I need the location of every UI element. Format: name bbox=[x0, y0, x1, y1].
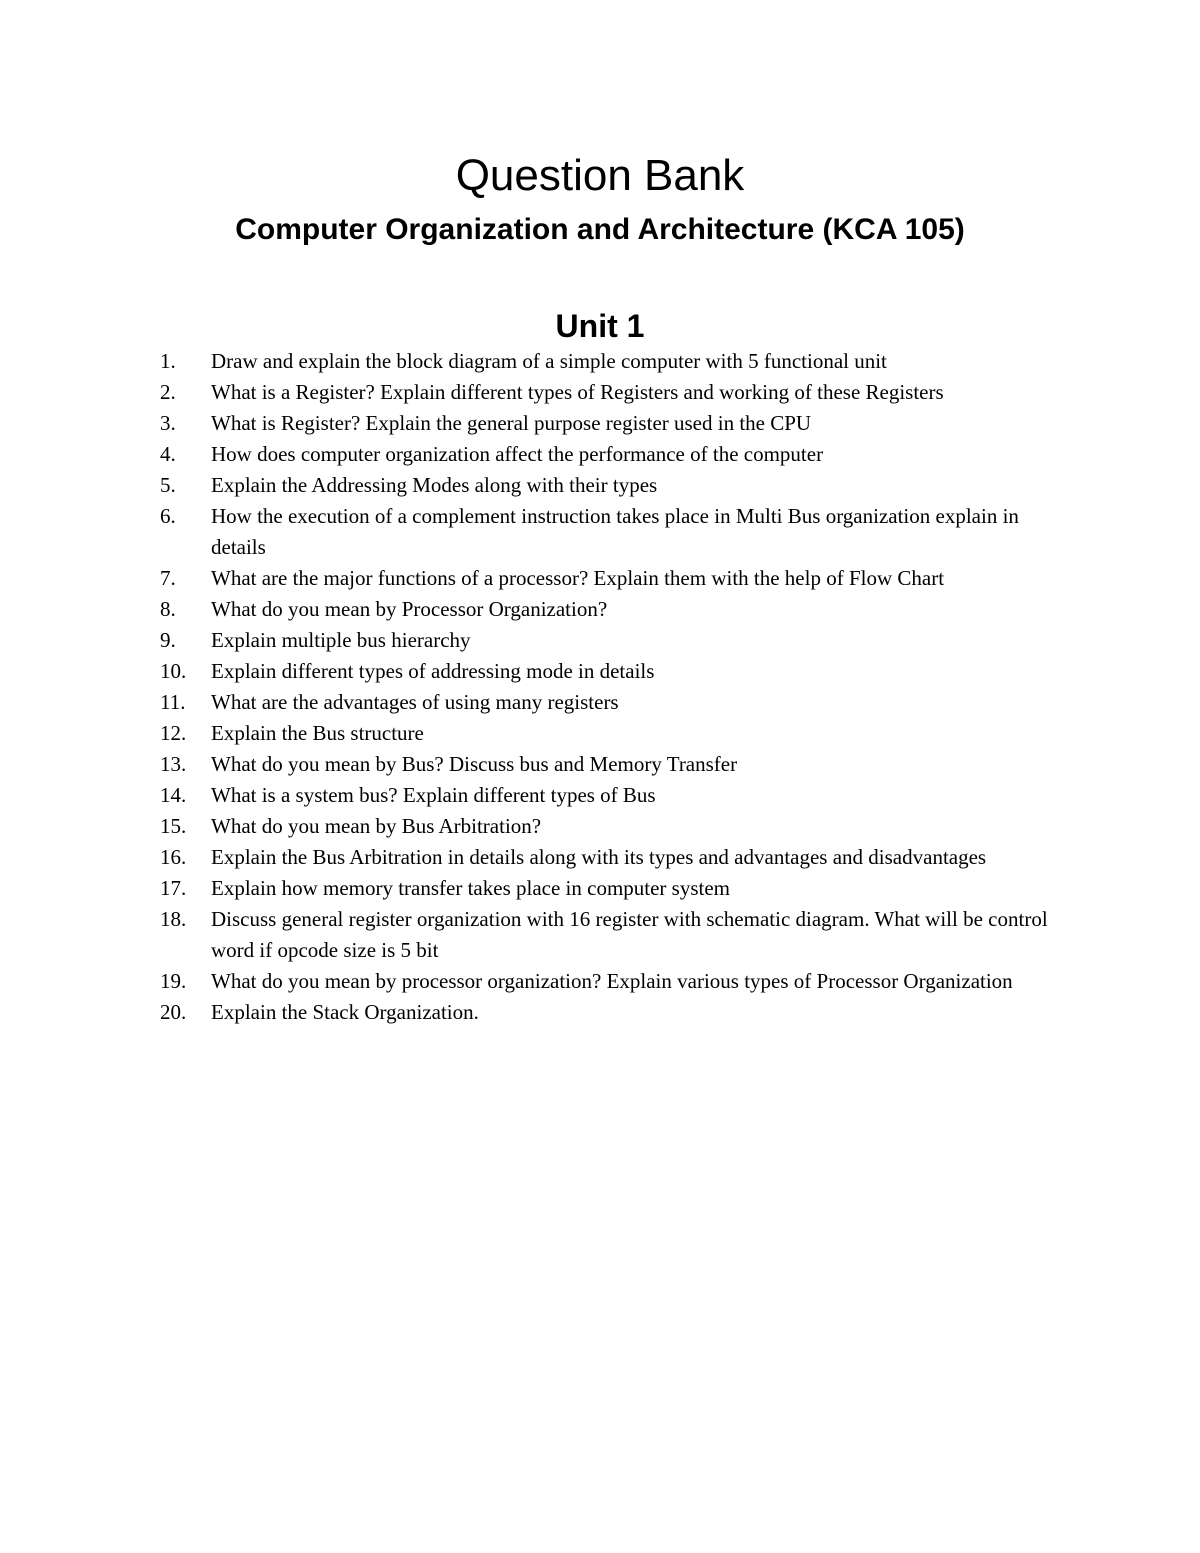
question-number: 14. bbox=[160, 783, 187, 807]
question-item bbox=[160, 501, 1060, 563]
question-number: 13. bbox=[160, 752, 187, 776]
question-number: 19. bbox=[160, 969, 187, 993]
question-item bbox=[160, 966, 1060, 997]
question-text: What is Register? Explain the general purpose register used in the CPU bbox=[211, 411, 812, 435]
question-item bbox=[160, 563, 1060, 594]
question-number: 20. bbox=[160, 1000, 187, 1024]
question-text: What is a system bus? Explain different types of Bus bbox=[211, 783, 656, 807]
question-item bbox=[160, 873, 1060, 904]
question-text: Explain the Bus Arbitration in details along with its types and advantages and disadvantages bbox=[211, 845, 987, 869]
question-number: 17. bbox=[160, 876, 187, 900]
question-text: Explain the Stack Organization. bbox=[211, 1000, 479, 1024]
question-item bbox=[160, 377, 1060, 408]
question-text: What do you mean by Processor Organization? bbox=[211, 597, 608, 621]
question-item bbox=[160, 749, 1060, 780]
question-text: Discuss general register organization with 16 register with schematic diagram. What will be control word if opcode size is 5 bit bbox=[211, 907, 1048, 962]
question-number: 2. bbox=[160, 380, 176, 404]
question-item bbox=[160, 718, 1060, 749]
question-text: Draw and explain the block diagram of a simple computer with 5 functional unit bbox=[211, 349, 887, 373]
question-item bbox=[160, 656, 1060, 687]
question-item bbox=[160, 346, 1060, 377]
question-text: What do you mean by Bus Arbitration? bbox=[211, 814, 542, 838]
question-number: 18. bbox=[160, 907, 187, 931]
question-number: 8. bbox=[160, 597, 176, 621]
question-text: What are the major functions of a processor? Explain them with the help of Flow Chart bbox=[211, 566, 945, 590]
question-number: 7. bbox=[160, 566, 176, 590]
question-item bbox=[160, 470, 1060, 501]
question-text: What do you mean by processor organization? Explain various types of Processor Organization bbox=[211, 969, 1013, 993]
question-text: What is a Register? Explain different types of Registers and working of these Registers bbox=[211, 380, 944, 404]
question-text: How the execution of a complement instruction takes place in Multi Bus organization explain in details bbox=[211, 504, 1019, 559]
question-number: 6. bbox=[160, 504, 176, 528]
unit-heading: Unit 1 bbox=[555, 308, 645, 344]
question-item bbox=[160, 594, 1060, 625]
question-item bbox=[160, 904, 1060, 966]
question-number: 10. bbox=[160, 659, 187, 683]
question-item bbox=[160, 842, 1060, 873]
question-text: What are the advantages of using many registers bbox=[211, 690, 619, 714]
question-number: 12. bbox=[160, 721, 187, 745]
question-item bbox=[160, 780, 1060, 811]
question-text: Explain the Bus structure bbox=[211, 721, 424, 745]
question-text: Explain how memory transfer takes place in computer system bbox=[211, 876, 731, 900]
question-number: 9. bbox=[160, 628, 176, 652]
question-item bbox=[160, 625, 1060, 656]
question-item bbox=[160, 408, 1060, 439]
question-item bbox=[160, 439, 1060, 470]
question-text: Explain multiple bus hierarchy bbox=[211, 628, 471, 652]
question-text: What do you mean by Bus? Discuss bus and Memory Transfer bbox=[211, 752, 738, 776]
question-number: 5. bbox=[160, 473, 176, 497]
question-number: 16. bbox=[160, 845, 187, 869]
question-number: 4. bbox=[160, 442, 176, 466]
question-item bbox=[160, 811, 1060, 842]
question-text: Explain the Addressing Modes along with their types bbox=[211, 473, 658, 497]
document-title: Question Bank bbox=[455, 151, 745, 200]
question-number: 11. bbox=[160, 690, 186, 714]
question-number: 15. bbox=[160, 814, 187, 838]
question-list bbox=[160, 346, 1060, 1028]
question-text: Explain different types of addressing mode in details bbox=[211, 659, 655, 683]
question-number: 3. bbox=[160, 411, 176, 435]
question-number: 1. bbox=[160, 349, 176, 373]
question-item bbox=[160, 687, 1060, 718]
course-subtitle: Computer Organization and Architecture (KCA 105) bbox=[235, 213, 965, 246]
question-text: How does computer organization affect the performance of the computer bbox=[211, 442, 824, 466]
question-item bbox=[160, 997, 1060, 1028]
